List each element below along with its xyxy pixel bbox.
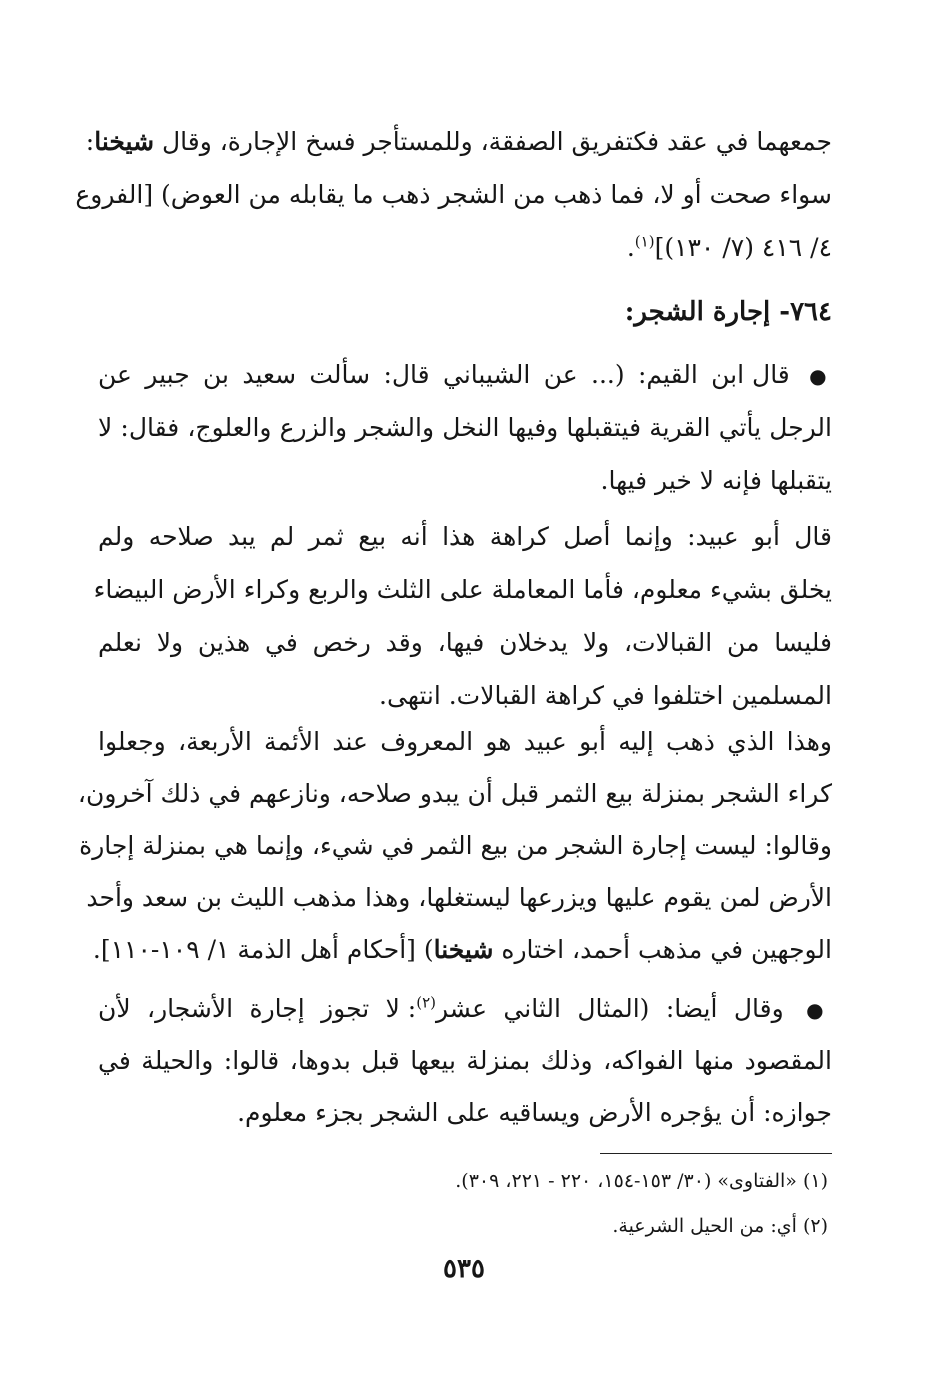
- paragraph-1-line-2: الرجل يأتي القرية فيتقبلها وفيها النخل والشجر والزرع والعلوج، فقال: لا: [98, 413, 832, 442]
- paragraph-3-line-5: [92, 926, 832, 974]
- top-paragraph-line-2: سواء صحت أو لا، فما ذهب من الشجر ذهب ما يقابله من العوض) [الفروع: [75, 180, 832, 209]
- top-paragraph-line-1: [85, 118, 832, 166]
- top-paragraph-line-3: [98, 224, 832, 272]
- paragraph-3-line-3: وقالوا: ليست إجارة الشجر من بيع الثمر في شيء، وإنما هي بمنزلة إجارة: [79, 831, 832, 860]
- page-number: ٥٣٥: [443, 1254, 485, 1284]
- bullet-icon: ●: [809, 364, 833, 388]
- text-segment: :: [85, 127, 95, 156]
- paragraph-2-line-4: المسلمين اختلفوا في كراهة القبالات. انتهى.: [379, 681, 832, 710]
- sheikh-reference: شيخنا: [433, 935, 494, 964]
- paragraph-2-line-1: قال أبو عبيد: وإنما أصل كراهة هذا أنه بيع ثمر لم يبد صلاحه ولم: [98, 522, 832, 551]
- footnote-marker-2[interactable]: (٢): [416, 993, 436, 1012]
- footnote-2: (٢) أي: من الحيل الشرعية.: [612, 1215, 828, 1237]
- paragraph-4-line-2: المقصود منها الفواكه، وذلك بمنزلة بيعها قبل بدوها، قالوا: والحيلة في: [98, 1046, 832, 1075]
- paragraph-2-line-3: فليسا من القبالات، ولا يدخلان فيها، وقد رخص في هذين ولا نعلم: [98, 628, 832, 657]
- bullet-icon: ●: [806, 998, 833, 1022]
- text-segment: جمعهما في عقد فكتفريق الصفقة، وللمستأجر فسخ الإجارة، وقال: [154, 127, 832, 156]
- paragraph-4-line-3: جوازه: أن يؤجره الأرض ويساقيه على الشجر بجزء معلوم.: [237, 1098, 832, 1127]
- text-segment: قال ابن القيم: (... عن الشيباني قال: سألت سعيد بن جبير عن: [98, 360, 790, 389]
- text-segment: وقال أيضا: (المثال الثاني عشر: [435, 994, 784, 1023]
- paragraph-2-line-2: يخلق بشيء معلوم، فأما المعاملة على الثلث والربع وكراء الأرض البيضاء: [93, 575, 832, 604]
- footnote-separator: [600, 1153, 832, 1154]
- citation: ٤/ ٤١٦ (٧/ ١٣٠)]: [654, 233, 832, 262]
- paragraph-1-line-1: [98, 351, 832, 399]
- text-segment: : لا تجوز إجارة الأشجار، لأن: [98, 994, 417, 1023]
- footnote-1: (١) «الفتاوى» (٣٠/ ١٥٣-١٥٤، ٢٢٠ - ٢٢١، ٣٠٩).: [455, 1170, 828, 1192]
- section-heading: ٧٦٤- إجارة الشجر:: [624, 297, 832, 327]
- citation: ) [أحكام أهل الذمة ١/ ١٠٩-١١٠].: [92, 935, 434, 964]
- paragraph-4-line-1: [98, 985, 832, 1033]
- paragraph-3-line-2: كراء الشجر بمنزلة بيع الثمر قبل أن يبدو صلاحه، ونازعهم في ذلك آخرون،: [77, 779, 832, 808]
- sheikh-reference: شيخنا: [94, 127, 155, 156]
- text-segment: الوجهين في مذهب أحمد، اختاره: [493, 935, 832, 964]
- paragraph-3-line-4: الأرض لمن يقوم عليها ويزرعها ليستغلها، وهذا مذهب الليث بن سعد وأحد: [86, 883, 832, 912]
- paragraph-3-line-1: وهذا الذي ذهب إليه أبو عبيد هو المعروف عند الأئمة الأربعة، وجعلوا: [98, 727, 832, 756]
- text-segment: .: [626, 233, 635, 262]
- paragraph-1-line-3: يتقبلها فإنه لا خير فيها.: [600, 466, 832, 495]
- footnote-marker-1[interactable]: (١): [634, 232, 655, 251]
